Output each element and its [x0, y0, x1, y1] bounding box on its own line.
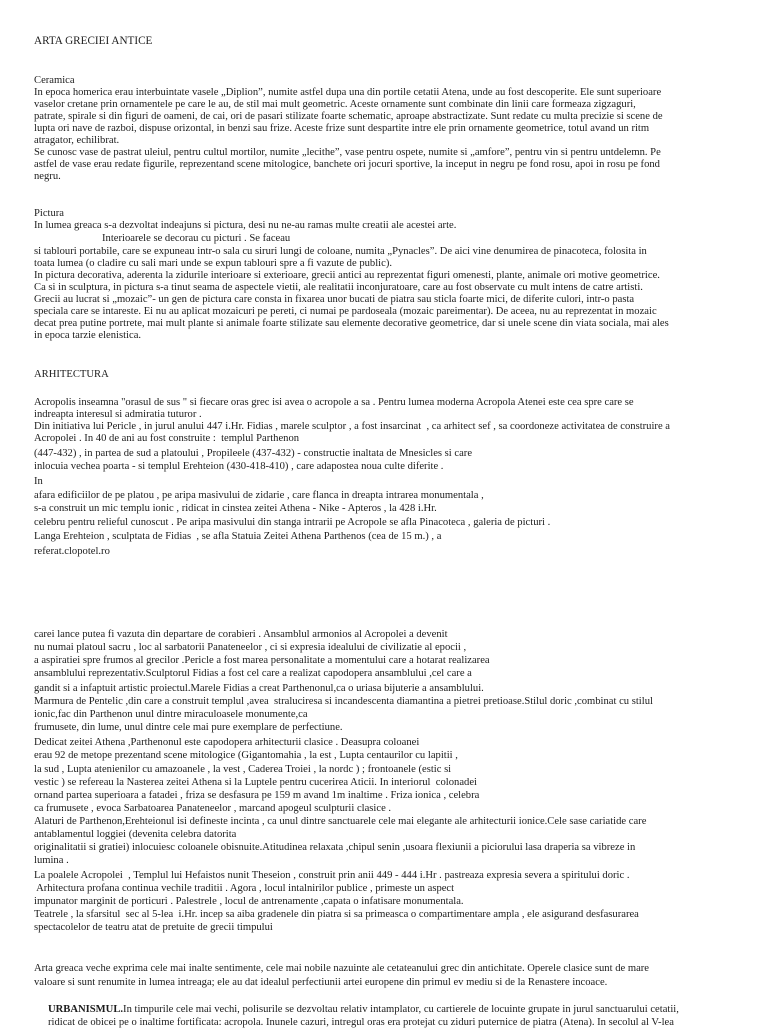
- text-line: Grecii au lucrat si „mozaic”- un gen de pictura care consta in fixarea unor bucati de piatra sau sticla foarte mici, de diferite culori, intr-o pasta: [34, 294, 635, 305]
- text-line-indented: Interioarele se decorau cu picturi . Se faceau: [102, 233, 291, 244]
- text-line: Acropolei . In 40 de ani au fost construite : templul Parthenon: [34, 433, 300, 444]
- text-line: In pictura decorativa, aderenta la zidurile interioare si exterioare, grecii antici au reprezentat figuri omenesti, plante, animale ori motive geometrice.: [34, 270, 660, 281]
- text-line: In lumea greaca s-a dezvoltat indeajuns si pictura, desi nu ne-au ramas multe creatii ale acestei arte.: [34, 220, 457, 231]
- text-line: spectacolelor de teatru atat de pretuite de grecii timpului: [34, 922, 273, 933]
- text-line: vaselor cretane prin ornamentele pe care le au, de stil mai mult geometric. Aceste ornamente sunt combinate din linii care formeaza zigzaguri,: [34, 99, 636, 110]
- text-line: frumusete, din lume, unul dintre cele mai pure exemplare de perfectiune.: [34, 722, 343, 733]
- section-heading-arhitectura: ARHITECTURA: [34, 369, 109, 380]
- text-line: originalitatii si gratiei) inlocuiesc coloanele obisnuite.Atitudinea relaxata ,chipul senin ,usoara flexiunii a piciorului lasa draperia sa vibreze in: [34, 842, 636, 853]
- section-heading-ceramica: Ceramica: [34, 75, 75, 86]
- section-heading-pictura: Pictura: [34, 208, 65, 219]
- text-line: lupta ori nave de razboi, dispuse orizontal, in benzi sau frize. Aceste frize sunt despartite intre ele prin ornamente geometrice, totul avand un ritm: [34, 123, 650, 134]
- text-line: Se cunosc vase de pastrat uleiul, pentru cultul mortilor, numite „lecithe”, vase pentru ospete, numite si „amfore”, pentru vin si pentru untdelemn. Pe: [34, 147, 661, 158]
- text-line: Dedicat zeitei Athena ,Parthenonul este capodopera arhitecturii clasice . Deasupra coloanei: [34, 737, 420, 748]
- text-line: erau 92 de metope prezentand scene mitologice (Gigantomahia , la est , Lupta centaurilor cu lapitii ,: [34, 750, 458, 761]
- text-line: celebru pentru relieful cunoscut . Pe aripa masivului din stanga intrarii pe Acropole se afla Pinacoteca , galeria de picturi .: [34, 517, 551, 528]
- text-line: In timpurile cele mai vechi, polisurile se dezvoltau relativ intamplator, cu cartierele de locuinte grupate in jurul sanctuarului cetatii,: [123, 1004, 679, 1015]
- text-line: ca frumusete , evoca Sarbatoarea Panateneelor , marcand apogeul sculpturii clasice .: [34, 803, 392, 814]
- text-line: ridicat de obicei pe o inaltime fortificata: acropola. Inunele cazuri, intregul oras era protejat cu ziduri puternice de piatra (Atena). In secolul al V-lea: [48, 1017, 674, 1028]
- text-line: nu numai platoul sacru , loc al sarbatorii Panateneelor , ci si expresia idealului de civilizatie al epocii ,: [34, 642, 467, 653]
- text-line: ornand partea superioara a fatadei , friza se desfasura pe 159 m avand 1m inaltime . Friza ionica , celebra: [34, 790, 480, 801]
- text-line: Teatrele , la sfarsitul sec al 5-lea i.Hr. incep sa aiba gradenele din piatra si sa primeasca o compartimentare ampla , ele asigurand desfasurarea: [34, 909, 639, 920]
- text-line: s-a construit un mic templu ionic , ridicat in cinstea zeitei Athena - Nike - Apteros , la 428 i.Hr.: [34, 503, 437, 514]
- text-line: Marmura de Pentelic ,din care a construit templul ,avea straluciresa si incandescenta diamantina a pietrei pretioase.Stilul doric ,combinat cu stilul: [34, 696, 653, 707]
- text-line: Alaturi de Parthenon,Erehteionul isi defineste incinta , ca unul dintre sanctuarele cele mai elegante ale arhitecturii ionice.Cele sase cariatide care: [34, 816, 647, 827]
- text-line: speciala care se intareste. Ei nu au aplicat mozaicuri pe pereti, ci numai pe pardoseala (mozaic pareimentar). De aceea, nu au reprezentat in mozaic: [34, 306, 657, 317]
- text-line: Arta greaca veche exprima cele mai inalte sentimente, cele mai nobile nazuinte ale cetateanului grec din antichitate. Operele clasice sunt de mare: [34, 963, 650, 974]
- text-line: decat prea putine portrete, mai mult plante si animale foarte stilizate sau elemente decorative geometrice, dar si unele scene din viata sociala, mai ales: [34, 318, 669, 329]
- text-line: negru.: [34, 171, 61, 182]
- text-line: indreapta interesul si admiratia tuturor .: [34, 409, 202, 420]
- text-line: Langa Erehteion , sculptata de Fidias , se afla Statuia Zeitei Athena Parthenos (cea de 15 m.) , a: [34, 531, 442, 542]
- text-line: si tablouri portabile, care se expuneau intr-o sala cu siruri lungi de coloane, numita „Pynacles”. De aici vine denumirea de pinacoteca, folosita in: [34, 246, 647, 257]
- text-line: Arhitectura profana continua vechile traditii . Agora , locul intalnirilor publice , primeste un aspect: [34, 883, 455, 894]
- text-line: impunator marginit de porticuri . Palestrele , locul de antrenamente ,capata o infatisare monumentala.: [34, 896, 464, 907]
- text-line: atragator, echilibrat.: [34, 135, 120, 146]
- text-line: toata lumea (o cladire cu sali mari unde se expun tablouri spre a fi vazute de public).: [34, 258, 392, 269]
- text-line: valoare si sunt renumite in lumea intreaga; ele au dat idealul perfectiunii artei europene din primul ev mediu si de la Renastere incoace.: [34, 977, 608, 988]
- source-footer: referat.clopotel.ro: [34, 546, 110, 557]
- text-line: antablamentul loggiei (devenita celebra datorita: [34, 829, 237, 840]
- text-line: afara edificiilor de pe platou , pe aripa masivului de zidarie , care flanca in dreapta intrarea monumentala ,: [34, 490, 484, 501]
- text-line: inlocuia vechea poarta - si templul Erehteion (430-418-410) , care adapostea noua culte diferite .: [34, 461, 444, 472]
- text-line: patrate, spirale si din figuri de oameni, de cai, ori de pasari stilizate foarte schematic, aproape abstractizate. Sunt redate cu multa precizie si scene de: [34, 111, 663, 122]
- text-line: ionic,fac din Parthenon unul dintre miraculoasele monumente,ca: [34, 709, 308, 720]
- text-line: carei lance putea fi vazuta din departare de corabieri . Ansamblul armonios al Acropolei a devenit: [34, 629, 448, 640]
- text-line: lumina .: [34, 855, 69, 866]
- text-line: Din initiativa lui Pericle , in jurul anului 447 i.Hr. Fidias , marele sculptor , a fost insarcinat , ca arhitect sef , sa coordoneze activitatea de construire a: [34, 421, 671, 432]
- document-title: ARTA GRECIEI ANTICE: [34, 35, 153, 47]
- text-line: la sud , Lupta atenienilor cu amazoanele , la vest , Caderea Troiei , la nordc ) ; frontoanele (estic si: [34, 764, 452, 775]
- text-line: In epoca homerica erau interbuintate vasele „Diplion”, numite astfel dupa una din portile cetatii Atena, unde au fost descoperite. Ele sunt superioare: [34, 87, 662, 98]
- text-line: Ca si in sculptura, in pictura s-a tinut seama de aspectele vietii, ale realitatii inconjuratoare, care au fost observate cu mult intens de catre artisti.: [34, 282, 643, 293]
- text-line: Acropolis inseamna "orasul de sus " si fiecare oras grec isi avea o acropole a sa . Pentru lumea moderna Acropola Atenei este cea spre care se: [34, 397, 634, 408]
- text-line: In: [34, 476, 43, 487]
- text-line: astfel de vase erau redate figurile, reprezentand scene mitologice, banchete ori jocuri sportive, la inceput in negru pe fond rosu, apoi in rosu pe fond: [34, 159, 660, 170]
- text-line: in epoca tarzie elenistica.: [34, 330, 142, 341]
- text-line: La poalele Acropolei , Templul lui Hefaistos nunit Theseion , construit prin anii 449 - 444 i.Hr . pastreaza expresia severa a spiritului doric .: [34, 870, 630, 881]
- text-line: (447-432) , in partea de sud a platoului , Propileele (437-432) - constructie inaltata de Mnesicles si care: [34, 448, 473, 459]
- urbanism-paragraph: [48, 1004, 679, 1016]
- text-line: gandit si a infaptuit artistic proiectul.Marele Fidias a creat Parthenonul,ca o uriasa bijuterie a ansamblului.: [34, 683, 484, 694]
- text-line: ansamblului reprezentativ.Sculptorul Fidias a fost cel care a realizat capodopera ansamblului ,cel care a: [34, 668, 472, 679]
- text-line: a aspiratiei spre frumos al grecilor .Pericle a fost marea personalitate a momentului care a hotarat realizarea: [34, 655, 490, 666]
- urbanism-heading: URBANISMUL.: [48, 1004, 124, 1015]
- text-line: vestic ) se refereau la Nasterea zeitei Athena si la Luptele pentru cucerirea Aticii. In interiorul colonadei: [34, 777, 477, 788]
